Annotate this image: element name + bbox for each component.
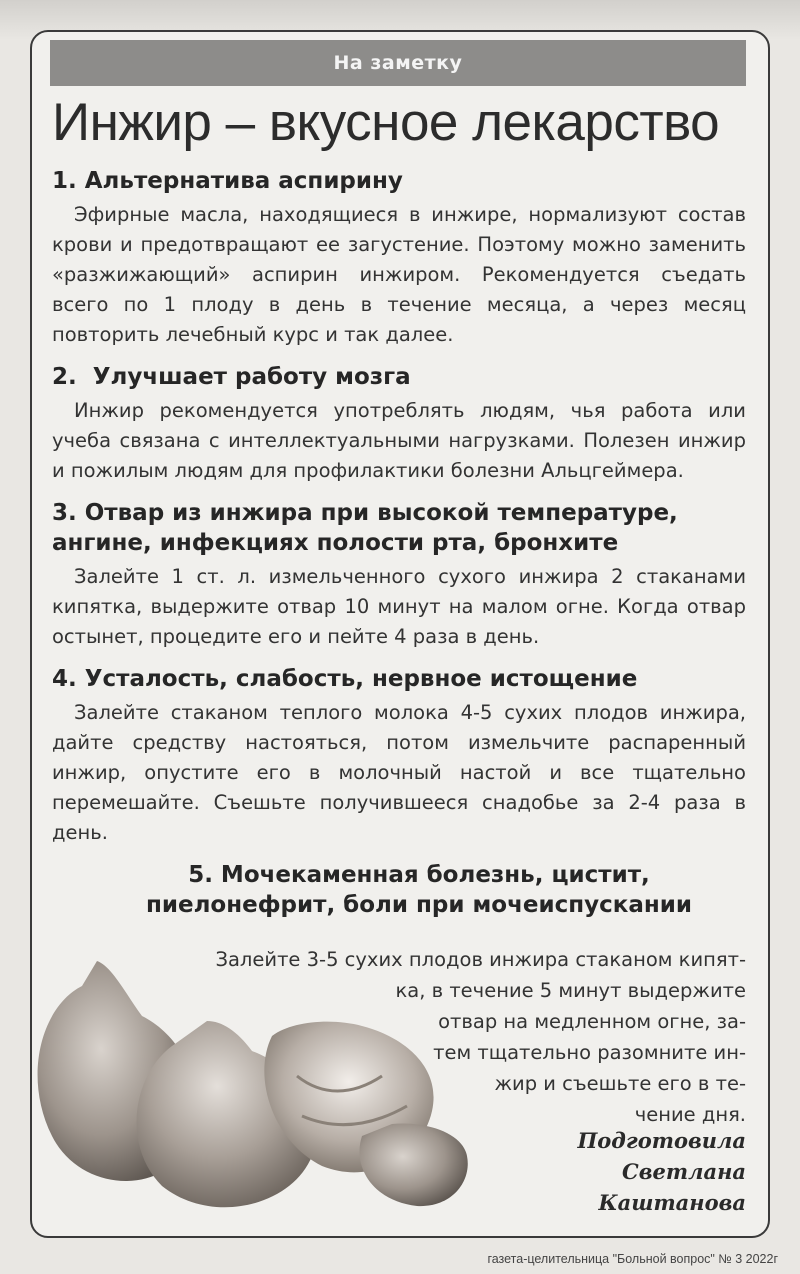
section-decoction — [52, 498, 746, 652]
section-heading: 5. Мочекаменная болезнь, цистит, пиелонефрит, боли при мочеиспускании — [145, 862, 693, 918]
section-heading: 4. Усталость, слабость, нервное истощение — [52, 666, 638, 692]
rubric-banner — [50, 40, 746, 86]
text-line: ка, в течение 5 минут выдержите — [395, 979, 746, 1002]
section-heading: 3. Отвар из инжира при высокой температуре, ангине, инфекциях полости рта, бронхите — [52, 500, 678, 556]
section-heading: 2. Улучшает работу мозга — [52, 364, 411, 390]
author-line: Каштанова — [598, 1190, 746, 1215]
section-text: Инжир рекомендуется употреблять людям, чья работа или учеба связана с интеллектуальными нагрузками. Полезен инжир и пожилым людям для профилактики болезни Альцгеймера. — [52, 399, 746, 482]
text-line: чение дня. — [634, 1103, 746, 1126]
section-aspirin — [52, 166, 746, 350]
section-text: Залейте 1 ст. л. измельченного сухого инжира 2 стаканами кипятка, выдержите отвар 10 минут на малом огне. Когда отвар остынет, процедите его и пейте 4 раза в день. — [52, 565, 746, 648]
rubric-label: На заметку — [333, 52, 463, 74]
text-line: тем тщательно разомните ин- — [433, 1041, 746, 1064]
article-card — [30, 30, 770, 1238]
fig-half — [359, 1123, 467, 1206]
text-line: Залейте 3-5 сухих плодов инжира стаканом кипят- — [215, 948, 746, 971]
section-text: Эфирные масла, находящиеся в инжире, нормализуют состав крови и предотвращают ее загустение. Поэтому можно заменить «разжижающий» аспирин инжиром. Рекомендуется съедать всего по 1 плоду в день в течение месяца, а через месяц повторить лечебный курс и так далее. — [52, 203, 746, 346]
text-line: жир и съешьте его в те- — [494, 1072, 746, 1095]
article-body — [52, 166, 746, 920]
article-title: Инжир – вкусное лекарство — [52, 93, 720, 152]
section-brain — [52, 362, 746, 486]
author-credit — [577, 1125, 746, 1218]
text-line: отвар на медленном огне, за- — [438, 1010, 746, 1033]
section-text: Залейте стаканом теплого молока 4-5 сухих плодов инжира, дайте средству настояться, потом измельчите распаренный инжир, опустите его в молочный настой и все тщательно перемешайте. Съешьте получившееся снадобье за 2-4 раза в день. — [52, 701, 746, 844]
section-heading: 1. Альтернатива аспирину — [52, 168, 403, 194]
author-line: Светлана — [622, 1159, 746, 1184]
author-line: Подготовила — [577, 1128, 746, 1153]
section-urolithiasis — [52, 860, 746, 920]
section-5-text — [106, 944, 746, 1130]
source-caption: газета-целительница "Больной вопрос" № 3 2022г — [487, 1252, 778, 1266]
section-fatigue — [52, 664, 746, 848]
